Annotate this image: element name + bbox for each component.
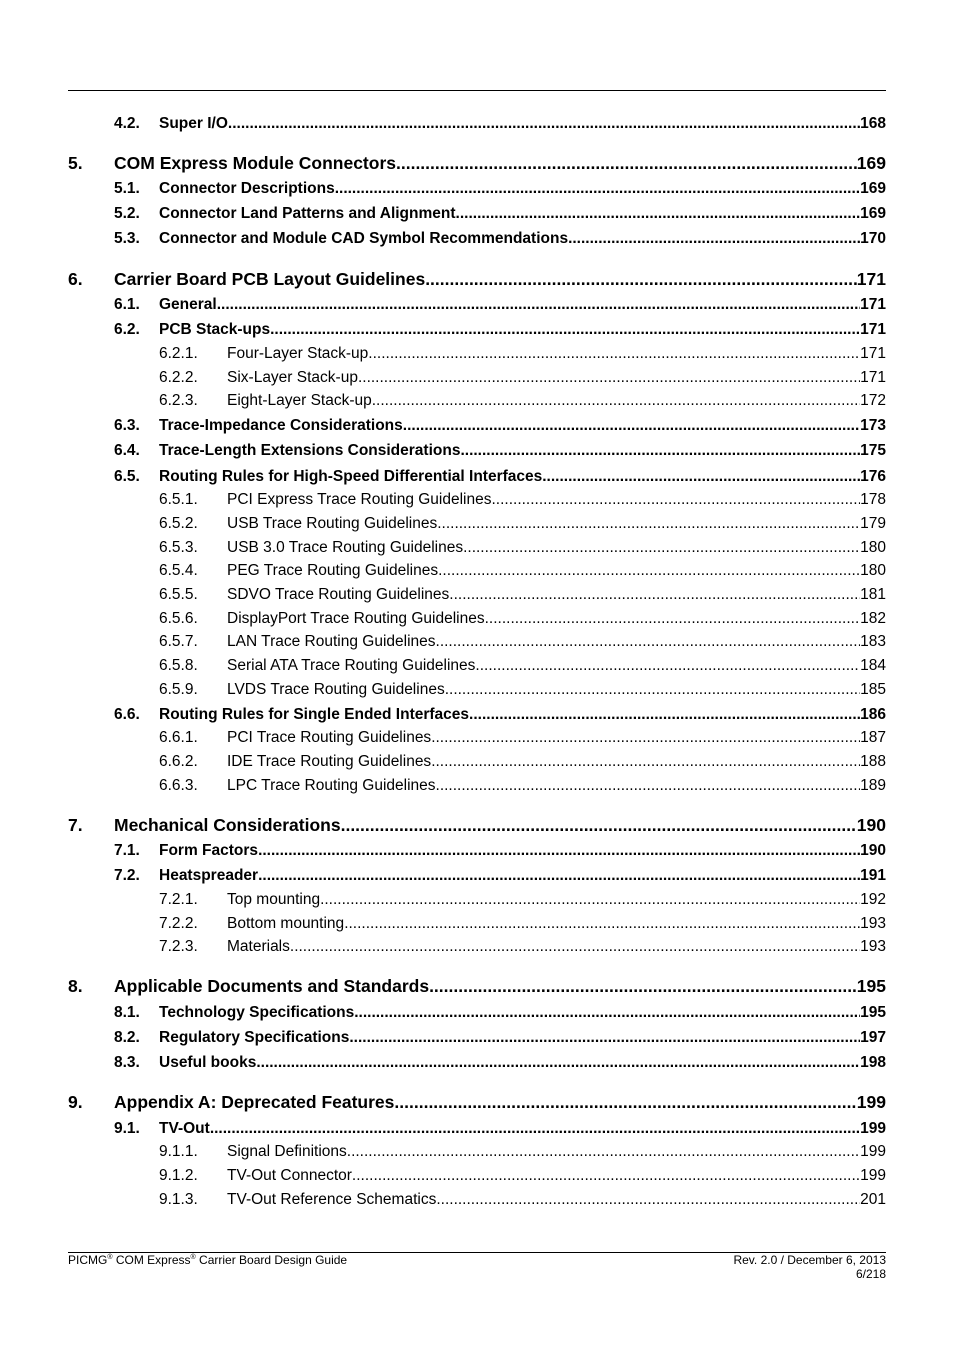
dot-leader xyxy=(341,815,857,836)
toc-entry[interactable] xyxy=(0,369,886,389)
toc-entry-title: Routing Rules for Single Ended Interfaces xyxy=(159,706,470,723)
toc-entry-number: 8.1. xyxy=(114,1004,140,1021)
toc-entry-number: 5.2. xyxy=(114,205,140,222)
toc-entry-number: 4.2. xyxy=(114,115,140,132)
toc-entry-line xyxy=(227,633,886,651)
dot-leader xyxy=(438,562,860,580)
toc-entry[interactable] xyxy=(0,296,886,316)
toc-entry-title: Super I/O xyxy=(159,115,228,132)
toc-entry-title: Useful books xyxy=(159,1054,257,1071)
toc-entry-title: LAN Trace Routing Guidelines xyxy=(227,633,436,650)
dot-leader xyxy=(542,468,860,486)
toc-entry-page: 171 xyxy=(860,369,886,386)
dot-leader xyxy=(469,706,860,724)
toc-entry[interactable] xyxy=(0,976,886,998)
toc-entry-page: 191 xyxy=(860,867,886,884)
toc-entry-line xyxy=(114,976,886,997)
toc-entry-line xyxy=(159,205,886,223)
toc-entry-number: 6.3. xyxy=(114,417,140,434)
toc-entry-page: 178 xyxy=(860,491,886,508)
dot-leader xyxy=(217,296,860,314)
toc-entry-number: 6.5.9. xyxy=(159,681,198,698)
footer-guide-name: Carrier Board Design Guide xyxy=(195,1253,348,1267)
toc-entry-page: 171 xyxy=(856,269,886,289)
dot-leader xyxy=(463,539,860,557)
toc-entry[interactable] xyxy=(0,562,886,582)
toc-entry-page: 185 xyxy=(860,681,886,698)
toc-entry[interactable] xyxy=(0,657,886,677)
dot-leader xyxy=(437,515,860,533)
toc-entry-number: 6.2.1. xyxy=(159,345,198,362)
toc-entry-page: 179 xyxy=(860,515,886,532)
toc-entry[interactable] xyxy=(0,1120,886,1140)
toc-entry-page: 176 xyxy=(860,468,886,485)
registered-mark: ® xyxy=(190,1254,196,1261)
dot-leader xyxy=(347,1143,860,1161)
toc-entry-page: 199 xyxy=(860,1167,886,1184)
toc-entry-number: 6.6. xyxy=(114,706,140,723)
footer-picmg: PICMG xyxy=(68,1253,108,1267)
dot-leader xyxy=(320,891,860,909)
toc-entry-page: 190 xyxy=(860,842,886,859)
dot-leader xyxy=(475,657,860,675)
toc-entry-line xyxy=(227,491,886,509)
toc-entry-number: 6.6.2. xyxy=(159,753,198,770)
dot-leader xyxy=(429,976,857,997)
toc-entry-line xyxy=(227,657,886,675)
toc-entry-line xyxy=(227,1143,886,1161)
toc-entry-page: 168 xyxy=(860,115,886,132)
toc-entry[interactable] xyxy=(0,915,886,935)
toc-entry[interactable] xyxy=(0,205,886,225)
toc-entry-line xyxy=(159,442,886,460)
toc-entry-page: 169 xyxy=(860,205,886,222)
toc-entry[interactable] xyxy=(0,1029,886,1049)
dot-leader xyxy=(372,392,860,410)
toc-entry[interactable] xyxy=(0,681,886,701)
toc-entry-line xyxy=(227,369,886,387)
toc-entry-line xyxy=(159,1120,886,1138)
toc-entry-line xyxy=(159,417,886,435)
toc-entry-line xyxy=(227,562,886,580)
toc-entry-title: Heatspreader xyxy=(159,867,259,884)
toc-entry-line xyxy=(227,392,886,410)
toc-entry[interactable] xyxy=(0,442,886,462)
toc-entry-number: 9.1.1. xyxy=(159,1143,198,1160)
toc-entry-title: USB Trace Routing Guidelines xyxy=(227,515,438,532)
dot-leader xyxy=(358,369,860,387)
toc-entry-title: Applicable Documents and Standards xyxy=(114,976,430,996)
toc-entry[interactable] xyxy=(0,586,886,606)
toc-entry-page: 173 xyxy=(860,417,886,434)
toc-entry-line xyxy=(227,681,886,699)
toc-entry-page: 201 xyxy=(860,1191,886,1208)
toc-entry-page: 193 xyxy=(860,915,886,932)
toc-entry-line xyxy=(159,180,886,198)
dot-leader xyxy=(349,1029,860,1047)
toc-entry-line xyxy=(159,468,886,486)
dot-leader xyxy=(460,442,860,460)
toc-entry-number: 5.3. xyxy=(114,230,140,247)
toc-entry[interactable] xyxy=(0,392,886,412)
toc-entry-number: 9.1.2. xyxy=(159,1167,198,1184)
toc-entry[interactable] xyxy=(0,867,886,887)
dot-leader xyxy=(335,180,860,198)
dot-leader xyxy=(403,417,860,435)
toc-entry-line xyxy=(159,1004,886,1022)
toc-entry[interactable] xyxy=(0,115,886,135)
dot-leader xyxy=(258,867,860,885)
toc-entry-page: 171 xyxy=(860,321,886,338)
toc-entry-number: 8.2. xyxy=(114,1029,140,1046)
toc-entry-title: Technology Specifications xyxy=(159,1004,355,1021)
toc-entry-title: Carrier Board PCB Layout Guidelines xyxy=(114,269,426,289)
toc-entry-number: 9.1.3. xyxy=(159,1191,198,1208)
toc-entry-line xyxy=(114,269,886,290)
toc-entry-number: 6.6.3. xyxy=(159,777,198,794)
toc-entry-number: 8. xyxy=(68,976,83,996)
toc-entry[interactable] xyxy=(0,345,886,365)
toc-entry-title: Materials xyxy=(227,938,290,955)
toc-entry-title: Regulatory Specifications xyxy=(159,1029,350,1046)
toc-entry-number: 6. xyxy=(68,269,83,289)
toc-entry-title: PCB Stack-ups xyxy=(159,321,271,338)
dot-leader xyxy=(228,115,860,133)
toc-entry[interactable] xyxy=(0,842,886,862)
toc-entry-page: 171 xyxy=(860,345,886,362)
dot-leader xyxy=(431,753,860,771)
toc-entry-title: Six-Layer Stack-up xyxy=(227,369,358,386)
toc-entry[interactable] xyxy=(0,230,886,250)
dot-leader xyxy=(431,729,860,747)
footer-document-title xyxy=(68,1253,347,1267)
toc-entry-title: IDE Trace Routing Guidelines xyxy=(227,753,432,770)
toc-entry-title: LPC Trace Routing Guidelines xyxy=(227,777,436,794)
toc-entry-number: 7.2.1. xyxy=(159,891,198,908)
toc-entry-page: 180 xyxy=(860,562,886,579)
toc-entry-page: 186 xyxy=(860,706,886,723)
toc-entry-line xyxy=(227,1167,886,1185)
toc-entry-number: 8.3. xyxy=(114,1054,140,1071)
dot-leader xyxy=(344,915,860,933)
toc-entry-number: 7. xyxy=(68,815,83,835)
dot-leader xyxy=(568,230,860,248)
toc-entry-line xyxy=(159,230,886,248)
toc-entry-page: 195 xyxy=(860,1004,886,1021)
toc-entry-line xyxy=(159,1054,886,1072)
toc-entry[interactable] xyxy=(0,515,886,535)
toc-entry-number: 6.5.7. xyxy=(159,633,198,650)
toc-entry-title: PCI Express Trace Routing Guidelines xyxy=(227,491,492,508)
toc-entry[interactable] xyxy=(0,1167,886,1187)
toc-entry-number: 7.2.3. xyxy=(159,938,198,955)
toc-entry-title: Signal Definitions xyxy=(227,1143,347,1160)
toc-entry-line xyxy=(159,321,886,339)
toc-entry-number: 6.2.2. xyxy=(159,369,198,386)
toc-entry-number: 5. xyxy=(68,153,83,173)
toc-entry-line xyxy=(227,539,886,557)
toc-entry-title: Serial ATA Trace Routing Guidelines xyxy=(227,657,476,674)
toc-entry-number: 6.4. xyxy=(114,442,140,459)
toc-entry-page: 181 xyxy=(860,586,886,603)
toc-entry-title: Trace-Length Extensions Considerations xyxy=(159,442,461,459)
toc-entry-title: DisplayPort Trace Routing Guidelines xyxy=(227,610,485,627)
toc-entry[interactable] xyxy=(0,610,886,630)
toc-entry-line xyxy=(159,1029,886,1047)
toc-entry-line xyxy=(227,777,886,795)
dot-leader xyxy=(210,1120,860,1138)
toc-entry-title: SDVO Trace Routing Guidelines xyxy=(227,586,450,603)
toc-entry[interactable] xyxy=(0,153,886,175)
toc-entry[interactable] xyxy=(0,321,886,341)
toc-entry-line xyxy=(114,815,886,836)
toc-entry[interactable] xyxy=(0,539,886,559)
toc-entry[interactable] xyxy=(0,753,886,773)
toc-entry-number: 9. xyxy=(68,1092,83,1112)
toc-entry-page: 188 xyxy=(860,753,886,770)
footer-revision-block xyxy=(733,1253,886,1281)
toc-entry[interactable] xyxy=(0,633,886,653)
toc-entry-number: 6.5.4. xyxy=(159,562,198,579)
toc-entry[interactable] xyxy=(0,180,886,200)
dot-leader xyxy=(394,1092,856,1113)
toc-entry-line xyxy=(114,1092,886,1113)
toc-entry-line xyxy=(159,706,886,724)
toc-entry-number: 6.5.1. xyxy=(159,491,198,508)
toc-entry-line xyxy=(227,1191,886,1209)
toc-entry[interactable] xyxy=(0,491,886,511)
toc-entry-number: 6.5.3. xyxy=(159,539,198,556)
toc-entry-number: 5.1. xyxy=(114,180,140,197)
toc-entry-title: USB 3.0 Trace Routing Guidelines xyxy=(227,539,464,556)
toc-entry-title: Form Factors xyxy=(159,842,259,859)
toc-entry-page: 199 xyxy=(860,1120,886,1137)
toc-entry-line xyxy=(227,345,886,363)
dot-leader xyxy=(256,1054,860,1072)
toc-entry-page: 170 xyxy=(860,230,886,247)
toc-entry[interactable] xyxy=(0,1054,886,1074)
dot-leader xyxy=(354,1004,860,1022)
toc-entry-number: 6.2.3. xyxy=(159,392,198,409)
toc-entry-number: 6.5.5. xyxy=(159,586,198,603)
dot-leader xyxy=(449,586,860,604)
toc-entry[interactable] xyxy=(0,1143,886,1163)
toc-entry-number: 6.5. xyxy=(114,468,140,485)
toc-entry-page: 183 xyxy=(860,633,886,650)
dot-leader xyxy=(396,153,857,174)
toc-entry[interactable] xyxy=(0,468,886,488)
toc-entry-title: TV-Out xyxy=(159,1120,210,1137)
toc-entry[interactable] xyxy=(0,729,886,749)
toc-entry-page: 184 xyxy=(860,657,886,674)
toc-entry-page: 195 xyxy=(856,976,886,996)
toc-entry-title: Trace-Impedance Considerations xyxy=(159,417,403,434)
toc-entry-line xyxy=(159,296,886,314)
toc-entry-page: 182 xyxy=(860,610,886,627)
footer-com-express: COM Express xyxy=(112,1253,191,1267)
toc-entry[interactable] xyxy=(0,815,886,837)
toc-entry-title: General xyxy=(159,296,217,313)
toc-entry-line xyxy=(159,115,886,133)
toc-entry-page: 169 xyxy=(856,153,886,173)
toc-entry-line xyxy=(159,842,886,860)
toc-entry-title: Four-Layer Stack-up xyxy=(227,345,369,362)
toc-entry-page: 189 xyxy=(860,777,886,794)
toc-entry-title: Routing Rules for High-Speed Differential Interfaces xyxy=(159,468,543,485)
toc-entry[interactable] xyxy=(0,1191,886,1211)
toc-entry-page: 193 xyxy=(860,938,886,955)
dot-leader xyxy=(352,1167,860,1185)
dot-leader xyxy=(368,345,860,363)
toc-entry-page: 192 xyxy=(860,891,886,908)
toc-entry-title: Bottom mounting xyxy=(227,915,345,932)
toc-entry-number: 6.1. xyxy=(114,296,140,313)
dot-leader xyxy=(290,938,860,956)
toc-entry-page: 171 xyxy=(860,296,886,313)
dot-leader xyxy=(270,321,860,339)
toc-entry-title: LVDS Trace Routing Guidelines xyxy=(227,681,445,698)
toc-entry-number: 6.6.1. xyxy=(159,729,198,746)
toc-entry-number: 6.5.2. xyxy=(159,515,198,532)
toc-entry-page: 190 xyxy=(856,815,886,835)
toc-entry-title: Appendix A: Deprecated Features xyxy=(114,1092,395,1112)
toc-entry-title: Connector Land Patterns and Alignment xyxy=(159,205,456,222)
toc-entry-number: 6.5.8. xyxy=(159,657,198,674)
toc-entry[interactable] xyxy=(0,777,886,797)
toc-entry-page: 197 xyxy=(860,1029,886,1046)
registered-mark: ® xyxy=(107,1254,113,1261)
toc-entry-line xyxy=(227,515,886,533)
toc-entry-line xyxy=(227,915,886,933)
toc-entry-line xyxy=(227,729,886,747)
toc-entry-title: Mechanical Considerations xyxy=(114,815,341,835)
dot-leader xyxy=(456,205,861,223)
toc-entry-title: TV-Out Connector xyxy=(227,1167,352,1184)
toc-entry-line xyxy=(227,586,886,604)
toc-entry-title: PCI Trace Routing Guidelines xyxy=(227,729,432,746)
toc-entry[interactable] xyxy=(0,1004,886,1024)
toc-entry-page: 187 xyxy=(860,729,886,746)
toc-entry-title: Eight-Layer Stack-up xyxy=(227,392,372,409)
dot-leader xyxy=(436,633,861,651)
toc-entry-number: 6.2. xyxy=(114,321,140,338)
toc-entry-line xyxy=(227,753,886,771)
dot-leader xyxy=(445,681,860,699)
toc-entry-page: 199 xyxy=(856,1092,886,1112)
toc-entry-title: Connector and Module CAD Symbol Recommendations xyxy=(159,230,569,247)
toc-entry-title: TV-Out Reference Schematics xyxy=(227,1191,437,1208)
dot-leader xyxy=(425,269,857,290)
toc-entry-page: 198 xyxy=(860,1054,886,1071)
toc-entry-line xyxy=(227,610,886,628)
toc-entry-title: PEG Trace Routing Guidelines xyxy=(227,562,439,579)
toc-entry-line xyxy=(114,153,886,174)
dot-leader xyxy=(491,491,860,509)
toc-entry-title: Top mounting xyxy=(227,891,321,908)
dot-leader xyxy=(436,777,861,795)
toc-entry-number: 7.2. xyxy=(114,867,140,884)
toc-entry-title: Connector Descriptions xyxy=(159,180,335,197)
toc-entry[interactable] xyxy=(0,891,886,911)
toc-entry[interactable] xyxy=(0,706,886,726)
dot-leader xyxy=(258,842,860,860)
footer-revision: Rev. 2.0 / December 6, 2013 xyxy=(733,1253,886,1267)
dot-leader xyxy=(436,1191,860,1209)
toc-entry[interactable] xyxy=(0,417,886,437)
toc-entry-number: 7.1. xyxy=(114,842,140,859)
toc-entry-page: 169 xyxy=(860,180,886,197)
toc-entry-number: 7.2.2. xyxy=(159,915,198,932)
toc-entry-page: 199 xyxy=(860,1143,886,1160)
toc-entry-line xyxy=(227,938,886,956)
toc-entry-number: 6.5.6. xyxy=(159,610,198,627)
toc-entry-page: 180 xyxy=(860,539,886,556)
toc-entry[interactable] xyxy=(0,1092,886,1114)
dot-leader xyxy=(485,610,861,628)
toc-entry-number: 9.1. xyxy=(114,1120,140,1137)
toc-entry-line xyxy=(227,891,886,909)
toc-entry-title: COM Express Module Connectors xyxy=(114,153,396,173)
toc-entry-page: 172 xyxy=(860,392,886,409)
toc-entry-page: 175 xyxy=(860,442,886,459)
footer-page-number: 6/218 xyxy=(855,1267,886,1281)
toc-entry[interactable] xyxy=(0,269,886,291)
toc-entry-line xyxy=(159,867,886,885)
toc-entry[interactable] xyxy=(0,938,886,958)
